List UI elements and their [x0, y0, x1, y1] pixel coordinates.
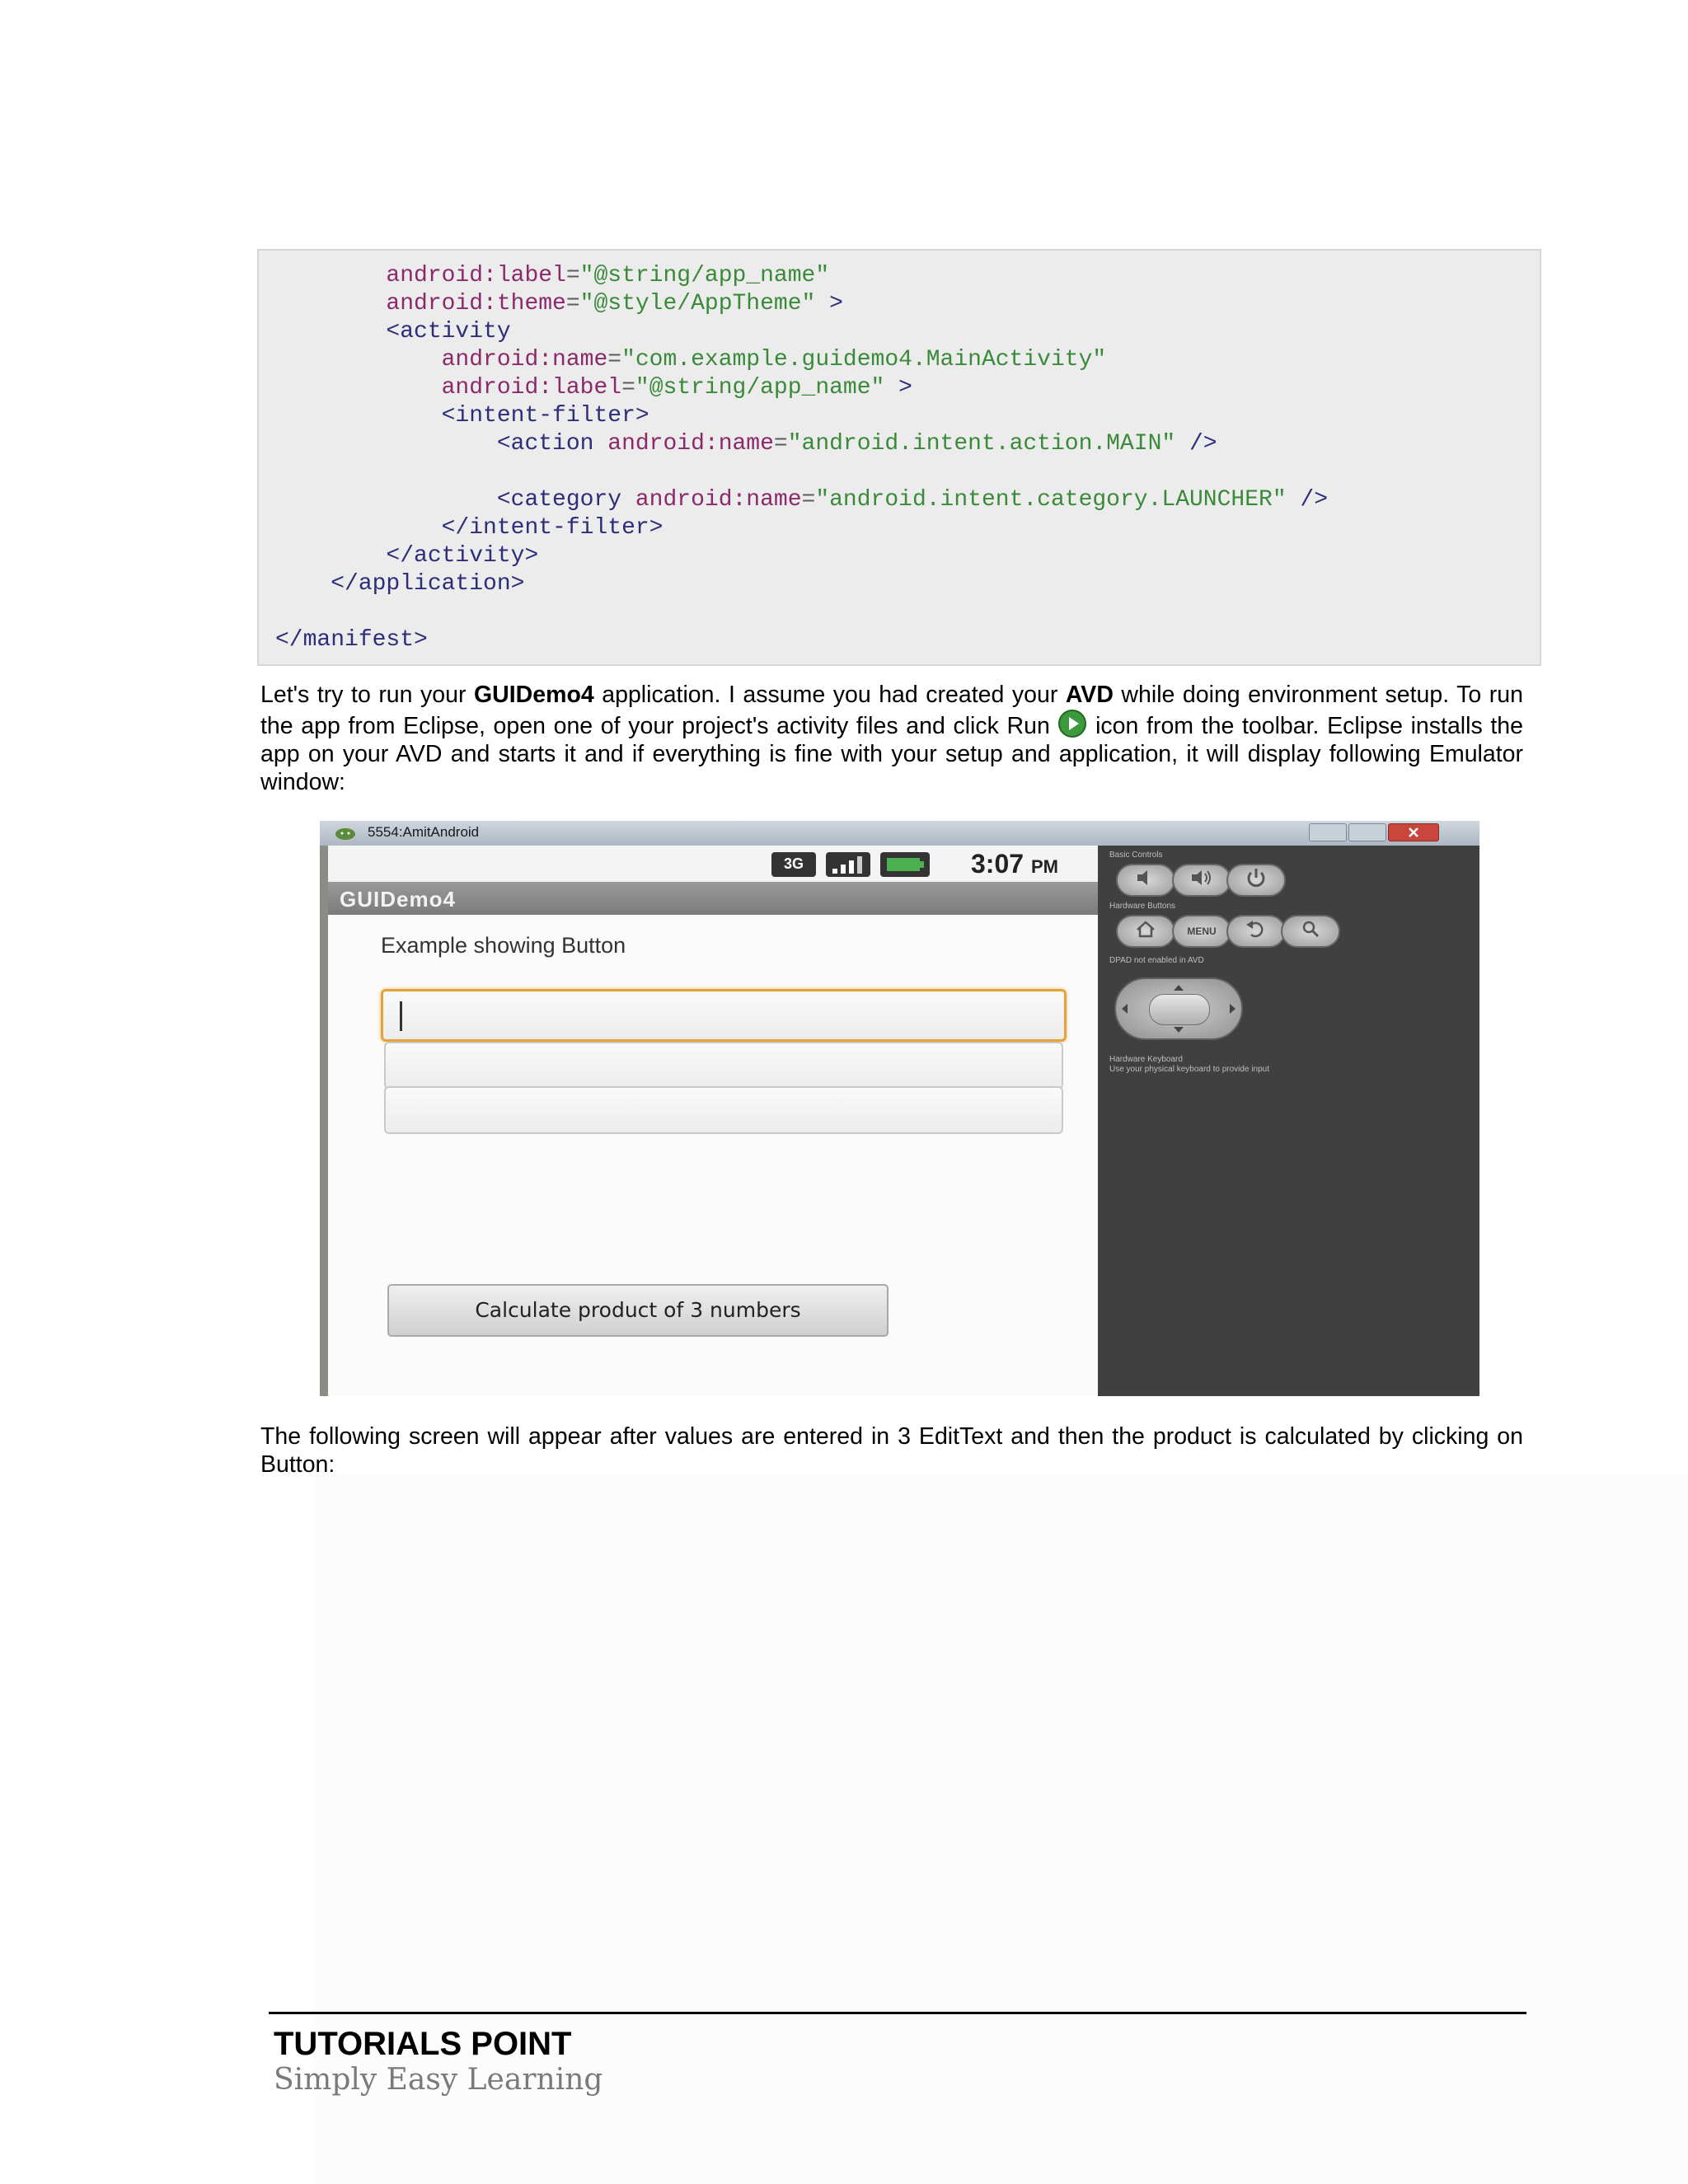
code-token: /> [1175, 431, 1217, 457]
text-run: application. I assume you had created your [593, 682, 1066, 708]
signal-icon [824, 851, 872, 879]
code-token: > [884, 375, 912, 401]
code-line [275, 570, 524, 598]
emulator-window-title: 5554:AmitAndroid [368, 824, 480, 840]
status-clock [971, 849, 1058, 879]
clock-ampm: PM [1030, 856, 1058, 877]
bold-avd: AVD [1065, 682, 1114, 708]
minimize-button[interactable] [1309, 823, 1347, 841]
keyboard-title: Hardware Keyboard [1109, 1055, 1183, 1064]
calculate-button[interactable]: Calculate product of 3 numbers [387, 1284, 889, 1337]
android-icon [333, 826, 358, 841]
example-label: Example showing Button [381, 933, 626, 958]
code-line [275, 486, 1328, 514]
code-token: android:name [635, 487, 802, 513]
code-token: android:theme [275, 291, 566, 316]
volume-down-icon [1129, 865, 1162, 890]
code-line [275, 346, 1106, 374]
text-run: Let's try to run your [260, 682, 475, 708]
code-token: </manifest> [275, 627, 428, 653]
intro-paragraph [260, 681, 1523, 796]
code-token: android:name [275, 347, 608, 373]
code-token: "@string/app_name" [579, 263, 830, 288]
code-token: <category [275, 487, 635, 513]
dpad-arrows-icon [1116, 979, 1241, 1038]
phone-bezel [320, 846, 328, 1396]
code-token: "@style/AppTheme" [579, 291, 816, 316]
code-line [275, 514, 663, 542]
code-token: = [801, 487, 816, 513]
status-bar [328, 846, 1108, 882]
text-run: while doing environment setup. To run the app from Eclipse, open one of your project's activity files and click Run [260, 682, 1523, 739]
run-icon [1057, 709, 1087, 738]
dpad-note: DPAD not enabled in AVD [1109, 956, 1204, 965]
code-token: </intent-filter> [275, 515, 663, 541]
footer-subtitle: Simply Easy Learning [274, 2063, 603, 2097]
hardware-buttons-label: Hardware Buttons [1109, 902, 1176, 911]
search-button[interactable] [1281, 915, 1340, 948]
maximize-button[interactable] [1348, 823, 1386, 841]
close-icon [1389, 824, 1438, 841]
text-run: icon from the toolbar. Eclipse installs the app on your AVD and starts it and if everything is fine with your setup and application, it will display following Emulator window: [260, 713, 1523, 795]
code-token: </activity> [275, 543, 539, 569]
code-line [275, 318, 511, 346]
footer-rule [269, 2012, 1526, 2014]
code-token: <activity [275, 319, 511, 344]
3g-icon [770, 851, 818, 879]
code-token: = [607, 347, 622, 373]
edittext-1[interactable] [381, 989, 1067, 1042]
home-button[interactable] [1116, 915, 1175, 948]
basic-controls-label: Basic Controls [1109, 851, 1163, 860]
code-token: <intent-filter> [275, 403, 649, 429]
code-token: </application> [275, 571, 525, 597]
code-token: android:label [275, 263, 566, 288]
code-block [257, 249, 1541, 666]
code-line [275, 542, 538, 570]
code-line [275, 374, 912, 402]
code-line [275, 290, 843, 318]
dpad[interactable] [1114, 977, 1243, 1040]
clock-time: 3:07 [971, 849, 1025, 879]
volume-up-icon [1185, 865, 1218, 890]
code-token: <action [275, 431, 608, 457]
code-token: "android.intent.category.LAUNCHER" [815, 487, 1287, 513]
emulator-titlebar [320, 821, 1479, 846]
app-title: GUIDemo4 [340, 887, 456, 912]
keyboard-note: Use your physical keyboard to provide input [1109, 1065, 1269, 1074]
code-token: android:name [607, 431, 774, 457]
code-token: /> [1286, 487, 1329, 513]
phone-screen [328, 846, 1108, 1396]
code-token: > [815, 291, 843, 316]
power-icon [1240, 865, 1273, 890]
volume-down-button[interactable] [1116, 864, 1175, 897]
search-icon [1294, 916, 1327, 941]
code-line [275, 430, 1217, 458]
home-icon [1129, 916, 1162, 941]
code-line [275, 626, 428, 654]
svg-text:3G: 3G [783, 855, 804, 872]
back-button[interactable] [1226, 915, 1286, 948]
code-line [275, 262, 829, 290]
emulator-screenshot [320, 821, 1479, 1396]
code-token: = [773, 431, 788, 457]
battery-icon [879, 851, 931, 879]
code-token: = [621, 375, 635, 401]
bold-guidemo4: GUIDemo4 [474, 682, 594, 708]
text-caret [400, 1001, 402, 1031]
result-paragraph: The following screen will appear after values are entered in 3 EditText and then the product is calculated by clicking on Button: [260, 1423, 1523, 1478]
back-icon [1240, 916, 1273, 941]
code-token: = [565, 291, 580, 316]
power-button[interactable] [1226, 864, 1286, 897]
emulator-controls-panel [1098, 846, 1479, 1396]
menu-button[interactable]: MENU [1172, 915, 1231, 948]
close-button[interactable] [1388, 823, 1439, 841]
code-token: android:label [275, 375, 622, 401]
code-token: = [565, 263, 580, 288]
code-line [275, 402, 649, 430]
code-token: "android.intent.action.MAIN" [787, 431, 1176, 457]
code-token: "com.example.guidemo4.MainActivity" [621, 347, 1107, 373]
edittext-2[interactable] [384, 1042, 1063, 1090]
volume-up-button[interactable] [1172, 864, 1231, 897]
code-token: "@string/app_name" [635, 375, 885, 401]
footer-title: TUTORIALS POINT [274, 2026, 572, 2062]
app-titlebar [328, 882, 1108, 915]
edittext-3[interactable] [384, 1086, 1063, 1134]
